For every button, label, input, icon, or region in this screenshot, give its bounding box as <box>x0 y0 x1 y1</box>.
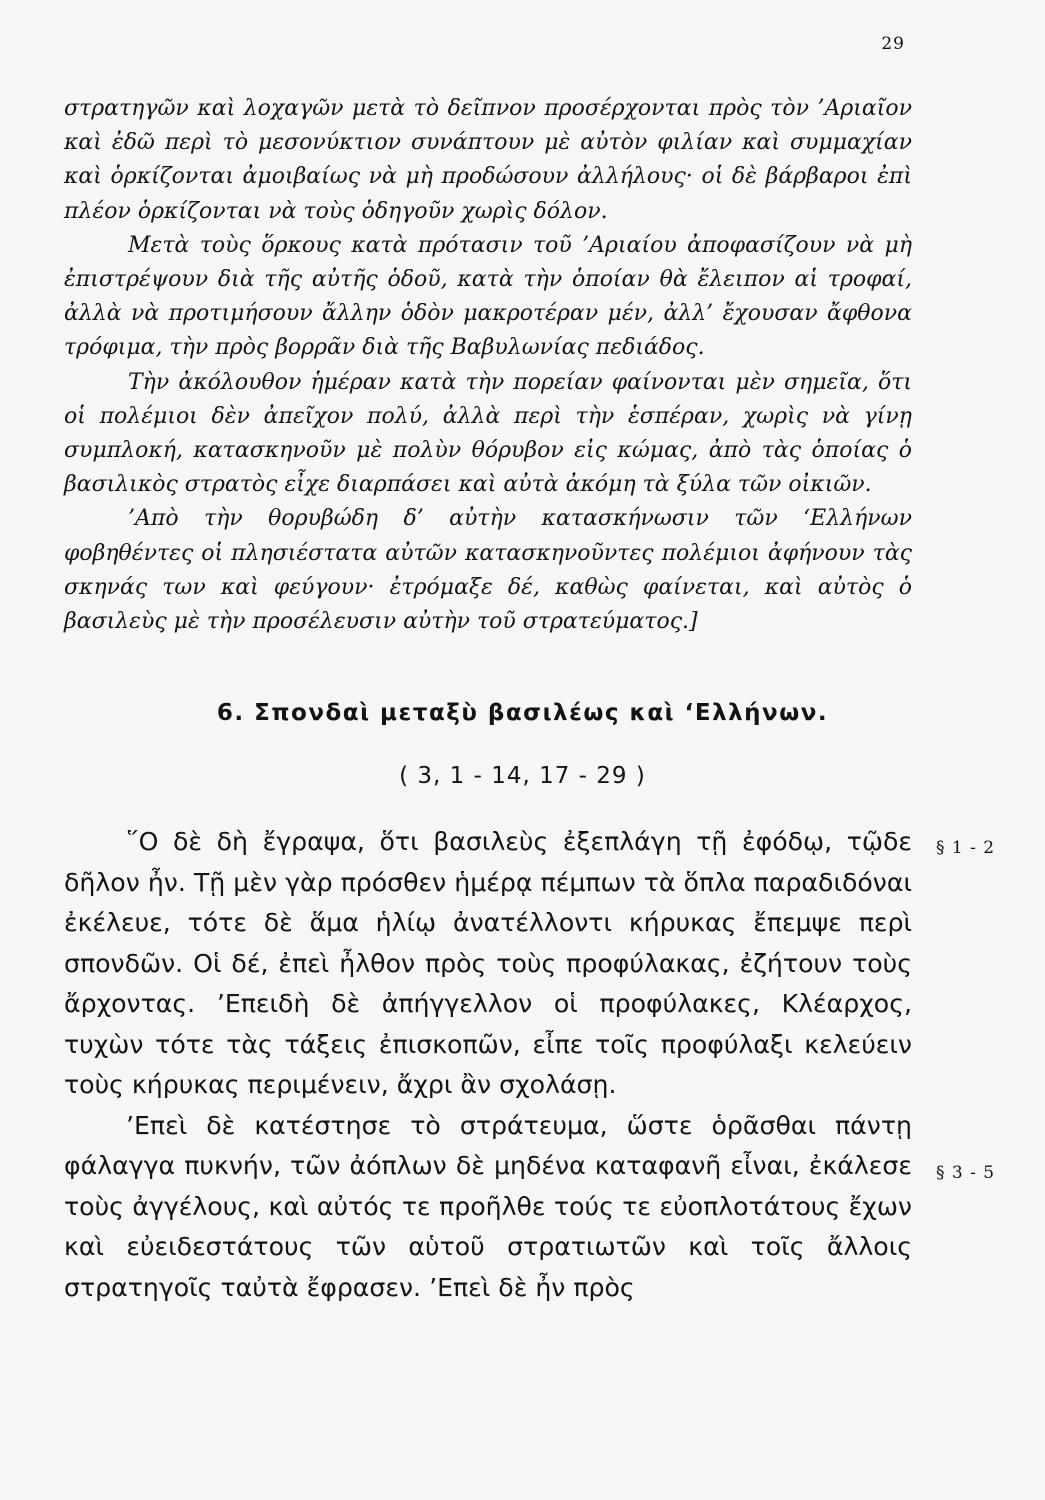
margin-reference: § 1 - 2 <box>936 838 996 858</box>
margin-reference: § 3 - 5 <box>936 1163 996 1183</box>
section-reference: ( 3, 1 - 14, 17 - 29 ) <box>399 763 646 789</box>
summary-paragraph: ’Απὸ τὴν θορυβώδη δ’ αὐτὴν κατασκήνωσιν τῶν ‘Ελλήνων φοβηθέντες οἱ πλησιέστατα αὐτῶν κατασκηνοῦντες πολέμιοι ἀφήνουν τὰς σκηνάς των καὶ φεύγουν· ἐτρόμαξε δέ, καθὼς φαίνεται, καὶ αὐτὸς ὁ βασιλεὺς μὲ τὴν προσέλευσιν αὐτὴν τοῦ στρατεύματος.] <box>64 506 912 635</box>
summary-paragraph: Μετὰ τοὺς ὅρκους κατὰ πρότασιν τοῦ ’Αριαίου ἀποφασίζουν νὰ μὴ ἐπιστρέψουν διὰ τῆς αὐτῆς ὁδοῦ, κατὰ τὴν ὁποίαν θὰ ἔλειπον αἱ τροφαί, ἀλλὰ νὰ προτιμήσουν ἄλλην ὁδὸν μακροτέραν μέν, ἀλλ’ ἔχουσαν ἄφθονα τρόφιμα, τὴν πρὸς βορρᾶν διὰ τῆς Βαβυλωνίας πεδιάδος. <box>64 232 912 361</box>
greek-paragraph: ’Επεὶ δὲ κατέστησε τὸ στράτευμα, ὥστε ὁρᾶσθαι πάντῃ φάλαγγα πυκνήν, τῶν ἀόπλων δὲ μηδένα καταφανῆ εἶναι, ἐκάλεσε τοὺς ἀγγέλους, καὶ αὐτός τε προῆλθε τούς τε εὐοπλοτάτους ἔχων καὶ εὐειδεστάτους τῶν αὑτοῦ στρατιωτῶν καὶ τοῖς ἄλλοις στρατηγοῖς ταὐτὰ ἔφρασεν. ’Επεὶ δὲ ἦν πρὸς <box>64 1110 912 1302</box>
summary-paragraph: στρατηγῶν καὶ λοχαγῶν μετὰ τὸ δεῖπνον προσέρχονται πρὸς τὸν ’Αριαῖον καὶ ἐδῶ περὶ τὸ μεσονύκτιον συνάπτουν μὲ αὐτὸν φιλίαν καὶ συμμαχίαν καὶ ὁρκίζονται ἀμοιβαίως νὰ μὴ προδώσουν ἀλλήλους· οἱ δὲ βάρβαροι ἐπὶ πλέον ὁρκίζονται νὰ τοὺς ὁδηγοῦν χωρὶς δόλον. <box>64 96 912 224</box>
greek-text <box>64 822 912 1308</box>
section-heading: 6. Σπονδαὶ μεταξὺ βασιλέως καὶ ‘Ελλήνων. <box>216 700 829 726</box>
summary-paragraph: Τὴν ἀκόλουθον ἡμέραν κατὰ τὴν πορείαν φαίνονται μὲν σημεῖα, ὅτι οἱ πολέμιοι δὲν ἀπεῖχον πολύ, ἀλλὰ περὶ τὴν ἑσπέραν, χωρὶς νὰ γίνῃ συμπλοκή, κατασκηνοῦν μὲ πολὺν θόρυβον εἰς κώμας, ἀπὸ τὰς ὁποίας ὁ βασιλικὸς στρατὸς εἶχε διαρπάσει καὶ αὐτὰ ἀκόμη τὰ ξύλα τῶν οἰκιῶν. <box>64 369 912 498</box>
greek-paragraph: ῞Ο δὲ δὴ ἔγραψα, ὅτι βασιλεὺς ἐξεπλάγη τῇ ἐφόδῳ, τῷδε δῆλον ἦν. Τῇ μὲν γὰρ πρόσθεν ἡμέρᾳ πέμπων τὰ ὅπλα παραδιδόναι ἐκέλευε, τότε δὲ ἅμα ἡλίῳ ἀνατέλλοντι κήρυκας ἔπεμψε περὶ σπονδῶν. Οἱ δέ, ἐπεὶ ἦλθον πρὸς τοὺς προφύλακας, ἐζήτουν τοὺς ἄρχοντας. ’Επειδὴ δὲ ἀπήγγελλον οἱ προφύλακες, Κλέαρχος, τυχὼν τότε τὰς τάξεις ἐπισκοπῶν, εἶπε τοῖς προφύλαξι κελεύειν τοὺς κήρυκας περιμένειν, ἄχρι ἂν σχολάσῃ. <box>64 827 912 1099</box>
summary-text <box>64 92 912 639</box>
page-number: 29 <box>881 34 905 54</box>
